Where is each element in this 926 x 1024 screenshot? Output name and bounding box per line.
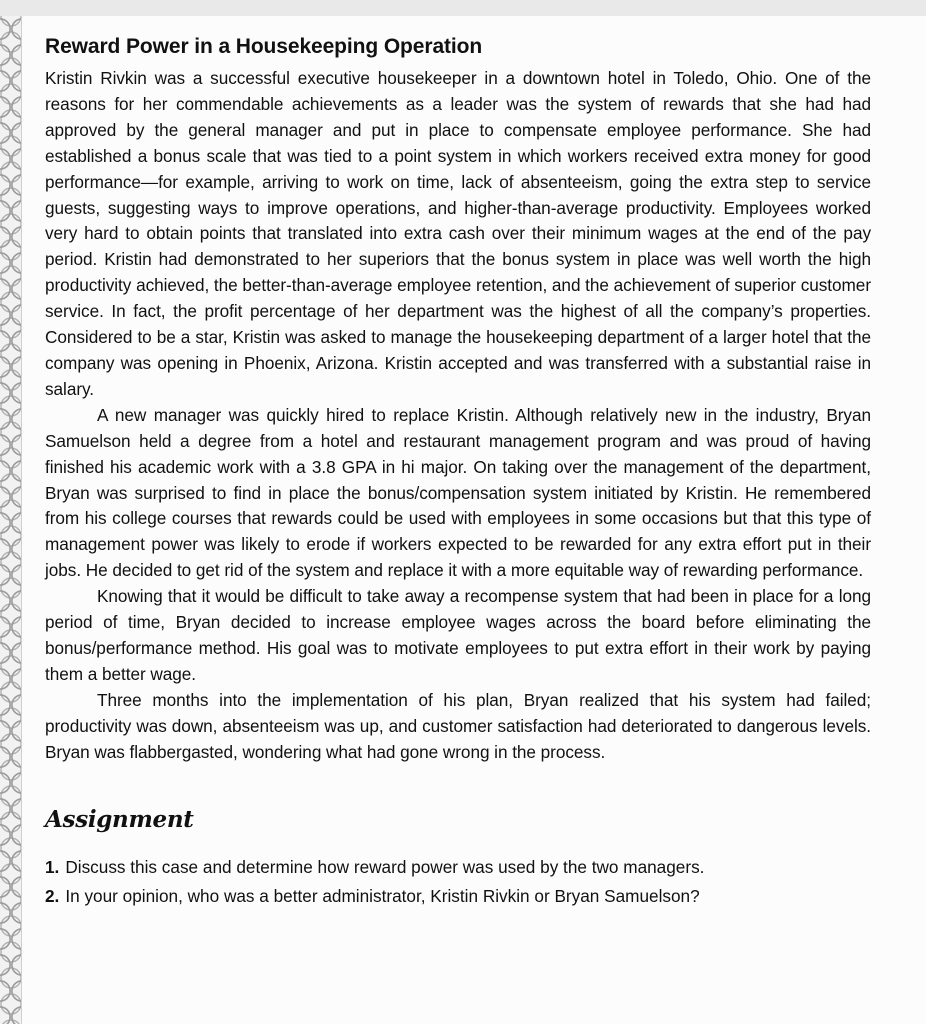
paragraph-3: Knowing that it would be difficult to take away a recompense system that had been in place for a long period of time, Bryan decided to increase employee wages across the board before eliminating the bonus/performance method. His goal was to motivate employees to put extra effort in their work by paying them a better wage. xyxy=(45,586,871,684)
assignment-questions xyxy=(45,853,871,911)
assignment-heading: Assignment xyxy=(45,806,194,834)
question-text: Discuss this case and determine how reward power was used by the two managers. xyxy=(65,857,705,878)
question-number: 2. xyxy=(45,886,60,907)
top-strip xyxy=(0,0,926,16)
paragraph-2: A new manager was quickly hired to replace Kristin. Although relatively new in the industry, Bryan Samuelson held a degree from a hotel and restaurant management program and was proud of having finished his academic work with a 3.8 GPA in hi major. On taking over the management of the department, Bryan was surprised to find in place the bonus/compensation system initiated by Kristin. He remembered from his college courses that rewards could be used with employees in some occasions but that this type of management power was likely to erode if workers expected to be rewarded for any extra effort put in their jobs. He decided to get rid of the system and replace it with a more equitable way of rewarding performance. xyxy=(45,404,871,581)
question-item xyxy=(45,882,871,911)
document-content xyxy=(45,33,871,911)
paragraph-4: Three months into the implementation of his plan, Bryan realized that his system had failed; productivity was down, absenteeism was up, and customer satisfaction had deteriorated to dangerous levels. Bryan was flabbergasted, wondering what had gone wrong in the process. xyxy=(45,689,871,762)
question-item xyxy=(45,853,871,882)
question-number: 1. xyxy=(45,857,60,878)
right-margin xyxy=(912,16,926,1024)
case-title: Reward Power in a Housekeeping Operation xyxy=(45,35,483,58)
question-text: In your opinion, who was a better administrator, Kristin Rivkin or Bryan Samuelson? xyxy=(65,886,700,907)
document-page xyxy=(22,16,912,1024)
paragraph-1: Kristin Rivkin was a successful executive housekeeper in a downtown hotel in Toledo, Ohio. One of the reasons for her commendable achievements as a leader was the system of rewards that she had had approved by the general manager and put in place to compensate employee performance. She had established a bonus scale that was tied to a point system in which workers received extra money for good performance—for example, arriving to work on time, lack of absenteeism, going the extra step to service guests, suggesting ways to improve operations, and higher-than-average productivity. Employees worked very hard to obtain points that translated into extra cash over their minimum wages at the end of the pay period. Kristin had demonstrated to her superiors that the bonus system in place was well worth the high productivity achieved, the better-than-average employee retention, and the achievement of superior customer service. In fact, the profit percentage of her department was the highest of all the company’s properties. Considered to be a star, Kristin was asked to manage the housekeeping department of a larger hotel that the company was opening in Phoenix, Arizona. Kristin accepted and was transferred with a substantial raise in salary. xyxy=(45,68,871,399)
decorative-border xyxy=(0,16,22,1024)
